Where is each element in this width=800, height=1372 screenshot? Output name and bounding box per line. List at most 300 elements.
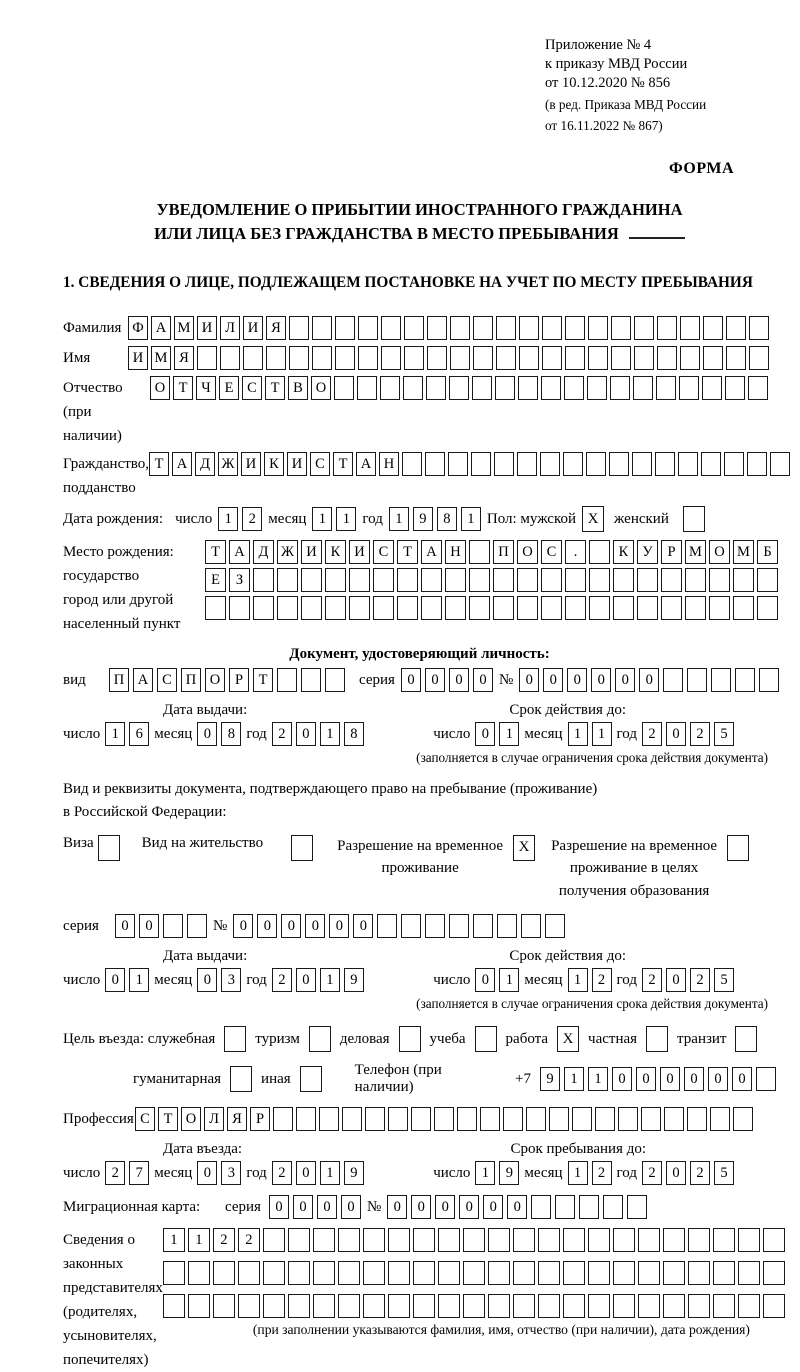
doc-issue-year[interactable] xyxy=(272,722,364,746)
char-box[interactable]: 0 xyxy=(708,1067,728,1091)
char-box[interactable]: Л xyxy=(220,316,240,340)
char-box[interactable]: 1 xyxy=(320,1161,340,1185)
char-box[interactable] xyxy=(738,1294,760,1318)
char-box[interactable] xyxy=(633,376,653,400)
char-box[interactable] xyxy=(613,1228,635,1252)
char-box[interactable] xyxy=(738,1228,760,1252)
char-box[interactable] xyxy=(733,568,754,592)
char-box[interactable] xyxy=(724,452,744,476)
char-box[interactable] xyxy=(421,568,442,592)
char-box[interactable] xyxy=(589,596,610,620)
representatives-row2[interactable] xyxy=(163,1261,785,1285)
char-box[interactable] xyxy=(273,1107,293,1131)
char-box[interactable] xyxy=(661,568,682,592)
patronymic-input[interactable] xyxy=(150,376,768,400)
char-box[interactable] xyxy=(709,596,730,620)
char-box[interactable] xyxy=(363,1228,385,1252)
checkbox-other-purpose[interactable] xyxy=(300,1066,322,1092)
char-box[interactable] xyxy=(463,1228,485,1252)
char-box[interactable] xyxy=(349,596,370,620)
char-box[interactable] xyxy=(243,346,263,370)
char-box[interactable] xyxy=(738,1261,760,1285)
char-box[interactable] xyxy=(519,316,539,340)
char-box[interactable]: Е xyxy=(205,568,226,592)
char-box[interactable] xyxy=(657,316,677,340)
char-box[interactable]: 0 xyxy=(459,1195,479,1219)
checkbox-tourism[interactable] xyxy=(309,1026,331,1052)
char-box[interactable]: 1 xyxy=(389,507,409,531)
checkbox-edu-permit[interactable] xyxy=(727,835,749,861)
char-box[interactable]: О xyxy=(181,1107,201,1131)
char-box[interactable] xyxy=(763,1228,785,1252)
char-box[interactable] xyxy=(661,596,682,620)
char-box[interactable]: 5 xyxy=(714,968,734,992)
char-box[interactable] xyxy=(463,1294,485,1318)
char-box[interactable] xyxy=(358,316,378,340)
char-box[interactable] xyxy=(313,1228,335,1252)
char-box[interactable]: А xyxy=(421,540,442,564)
char-box[interactable] xyxy=(634,346,654,370)
char-box[interactable] xyxy=(749,346,769,370)
char-box[interactable] xyxy=(220,346,240,370)
char-box[interactable]: 9 xyxy=(344,1161,364,1185)
char-box[interactable] xyxy=(469,596,490,620)
char-box[interactable] xyxy=(289,316,309,340)
checkbox-work[interactable]: X xyxy=(557,1026,579,1052)
char-box[interactable]: Т xyxy=(205,540,226,564)
char-box[interactable] xyxy=(473,316,493,340)
char-box[interactable] xyxy=(638,1228,660,1252)
char-box[interactable]: 0 xyxy=(387,1195,407,1219)
birth-place-row3[interactable] xyxy=(205,596,778,620)
char-box[interactable] xyxy=(288,1228,310,1252)
char-box[interactable] xyxy=(325,668,345,692)
char-box[interactable] xyxy=(589,568,610,592)
char-box[interactable] xyxy=(748,376,768,400)
char-box[interactable]: Ф xyxy=(128,316,148,340)
char-box[interactable] xyxy=(664,1107,684,1131)
char-box[interactable] xyxy=(373,568,394,592)
char-box[interactable]: 0 xyxy=(475,722,495,746)
char-box[interactable]: И xyxy=(128,346,148,370)
char-box[interactable] xyxy=(288,1294,310,1318)
char-box[interactable]: 1 xyxy=(129,968,149,992)
char-box[interactable] xyxy=(663,1228,685,1252)
char-box[interactable] xyxy=(381,316,401,340)
char-box[interactable] xyxy=(187,914,207,938)
char-box[interactable]: С xyxy=(242,376,262,400)
char-box[interactable]: 0 xyxy=(197,1161,217,1185)
char-box[interactable]: И xyxy=(349,540,370,564)
char-box[interactable]: 1 xyxy=(592,722,612,746)
char-box[interactable]: Л xyxy=(204,1107,224,1131)
char-box[interactable] xyxy=(488,1228,510,1252)
char-box[interactable]: 0 xyxy=(425,668,445,692)
char-box[interactable] xyxy=(357,376,377,400)
char-box[interactable] xyxy=(313,1261,335,1285)
char-box[interactable]: 0 xyxy=(115,914,135,938)
resident-valid-day[interactable] xyxy=(475,968,519,992)
char-box[interactable] xyxy=(563,452,583,476)
char-box[interactable]: 0 xyxy=(197,722,217,746)
char-box[interactable]: Н xyxy=(445,540,466,564)
char-box[interactable]: 0 xyxy=(293,1195,313,1219)
char-box[interactable] xyxy=(519,346,539,370)
char-box[interactable] xyxy=(632,452,652,476)
char-box[interactable]: 9 xyxy=(540,1067,560,1091)
doc-type-input[interactable] xyxy=(109,668,345,692)
char-box[interactable] xyxy=(325,568,346,592)
char-box[interactable] xyxy=(518,376,538,400)
char-box[interactable] xyxy=(358,346,378,370)
doc-valid-month[interactable] xyxy=(568,722,612,746)
char-box[interactable]: Р xyxy=(661,540,682,564)
char-box[interactable] xyxy=(438,1294,460,1318)
checkbox-study[interactable] xyxy=(475,1026,497,1052)
char-box[interactable] xyxy=(679,376,699,400)
char-box[interactable] xyxy=(563,1294,585,1318)
checkbox-residence-permit[interactable] xyxy=(291,835,313,861)
char-box[interactable] xyxy=(213,1294,235,1318)
char-box[interactable] xyxy=(763,1261,785,1285)
char-box[interactable] xyxy=(365,1107,385,1131)
char-box[interactable]: Т xyxy=(158,1107,178,1131)
char-box[interactable]: О xyxy=(205,668,225,692)
char-box[interactable]: 8 xyxy=(221,722,241,746)
char-box[interactable]: А xyxy=(172,452,192,476)
char-box[interactable] xyxy=(403,376,423,400)
char-box[interactable] xyxy=(757,596,778,620)
char-box[interactable] xyxy=(266,346,286,370)
char-box[interactable]: 1 xyxy=(188,1228,210,1252)
char-box[interactable] xyxy=(301,568,322,592)
char-box[interactable] xyxy=(312,346,332,370)
entry-month[interactable] xyxy=(197,1161,241,1185)
char-box[interactable]: С xyxy=(373,540,394,564)
char-box[interactable]: К xyxy=(325,540,346,564)
resident-issue-month[interactable] xyxy=(197,968,241,992)
char-box[interactable] xyxy=(572,1107,592,1131)
char-box[interactable] xyxy=(713,1294,735,1318)
char-box[interactable] xyxy=(413,1228,435,1252)
char-box[interactable] xyxy=(538,1261,560,1285)
char-box[interactable]: 0 xyxy=(567,668,587,692)
char-box[interactable] xyxy=(565,596,586,620)
char-box[interactable] xyxy=(494,452,514,476)
char-box[interactable] xyxy=(663,1294,685,1318)
char-box[interactable] xyxy=(531,1195,551,1219)
char-box[interactable] xyxy=(517,452,537,476)
char-box[interactable] xyxy=(687,668,707,692)
citizenship-input[interactable] xyxy=(149,452,790,476)
char-box[interactable] xyxy=(238,1261,260,1285)
char-box[interactable]: 2 xyxy=(105,1161,125,1185)
char-box[interactable]: П xyxy=(109,668,129,692)
char-box[interactable]: М xyxy=(733,540,754,564)
char-box[interactable] xyxy=(188,1261,210,1285)
char-box[interactable] xyxy=(688,1228,710,1252)
char-box[interactable] xyxy=(517,568,538,592)
char-box[interactable] xyxy=(655,452,675,476)
char-box[interactable]: З xyxy=(229,568,250,592)
char-box[interactable]: 0 xyxy=(435,1195,455,1219)
char-box[interactable] xyxy=(253,568,274,592)
char-box[interactable] xyxy=(349,568,370,592)
char-box[interactable] xyxy=(445,596,466,620)
char-box[interactable] xyxy=(312,316,332,340)
char-box[interactable] xyxy=(542,316,562,340)
char-box[interactable] xyxy=(397,568,418,592)
char-box[interactable]: И xyxy=(243,316,263,340)
char-box[interactable] xyxy=(289,346,309,370)
char-box[interactable] xyxy=(555,1195,575,1219)
char-box[interactable]: Ж xyxy=(218,452,238,476)
char-box[interactable] xyxy=(588,1261,610,1285)
name-input[interactable] xyxy=(128,346,769,370)
surname-input[interactable] xyxy=(128,316,769,340)
char-box[interactable]: 0 xyxy=(197,968,217,992)
char-box[interactable]: С xyxy=(135,1107,155,1131)
char-box[interactable]: 3 xyxy=(221,968,241,992)
char-box[interactable] xyxy=(288,1261,310,1285)
char-box[interactable] xyxy=(377,914,397,938)
char-box[interactable] xyxy=(263,1228,285,1252)
doc-valid-day[interactable] xyxy=(475,722,519,746)
stay-month[interactable] xyxy=(568,1161,612,1185)
char-box[interactable] xyxy=(687,1107,707,1131)
char-box[interactable] xyxy=(229,596,250,620)
char-box[interactable] xyxy=(277,568,298,592)
resident-number-input[interactable] xyxy=(233,914,565,938)
char-box[interactable] xyxy=(747,452,767,476)
char-box[interactable]: О xyxy=(709,540,730,564)
char-box[interactable]: Б xyxy=(757,540,778,564)
char-box[interactable]: Р xyxy=(250,1107,270,1131)
doc-series-input[interactable] xyxy=(401,668,493,692)
char-box[interactable] xyxy=(513,1261,535,1285)
profession-input[interactable] xyxy=(135,1107,753,1131)
char-box[interactable]: 0 xyxy=(269,1195,289,1219)
char-box[interactable]: 0 xyxy=(684,1067,704,1091)
char-box[interactable] xyxy=(480,1107,500,1131)
char-box[interactable] xyxy=(426,376,446,400)
char-box[interactable]: 2 xyxy=(690,1161,710,1185)
representatives-row3[interactable] xyxy=(163,1294,785,1318)
char-box[interactable] xyxy=(402,452,422,476)
char-box[interactable] xyxy=(449,914,469,938)
char-box[interactable] xyxy=(296,1107,316,1131)
char-box[interactable] xyxy=(421,596,442,620)
char-box[interactable]: 2 xyxy=(272,968,292,992)
char-box[interactable] xyxy=(563,1228,585,1252)
char-box[interactable] xyxy=(763,1294,785,1318)
char-box[interactable]: 0 xyxy=(612,1067,632,1091)
char-box[interactable]: 1 xyxy=(499,722,519,746)
char-box[interactable] xyxy=(545,914,565,938)
char-box[interactable] xyxy=(663,1261,685,1285)
char-box[interactable] xyxy=(637,596,658,620)
char-box[interactable]: 9 xyxy=(413,507,433,531)
char-box[interactable]: 7 xyxy=(129,1161,149,1185)
char-box[interactable]: С xyxy=(541,540,562,564)
char-box[interactable] xyxy=(438,1228,460,1252)
char-box[interactable] xyxy=(588,1228,610,1252)
char-box[interactable] xyxy=(397,596,418,620)
char-box[interactable]: 6 xyxy=(129,722,149,746)
char-box[interactable]: А xyxy=(356,452,376,476)
char-box[interactable] xyxy=(613,596,634,620)
char-box[interactable] xyxy=(471,452,491,476)
checkbox-private[interactable] xyxy=(646,1026,668,1052)
char-box[interactable]: Т xyxy=(333,452,353,476)
char-box[interactable]: 1 xyxy=(564,1067,584,1091)
char-box[interactable] xyxy=(735,668,755,692)
char-box[interactable]: М xyxy=(151,346,171,370)
char-box[interactable] xyxy=(425,452,445,476)
char-box[interactable] xyxy=(595,1107,615,1131)
char-box[interactable]: А xyxy=(133,668,153,692)
char-box[interactable]: 9 xyxy=(499,1161,519,1185)
char-box[interactable]: И xyxy=(197,316,217,340)
char-box[interactable] xyxy=(449,376,469,400)
char-box[interactable] xyxy=(188,1294,210,1318)
char-box[interactable] xyxy=(710,1107,730,1131)
char-box[interactable] xyxy=(610,376,630,400)
char-box[interactable] xyxy=(589,540,610,564)
birth-year-input[interactable] xyxy=(389,507,481,531)
checkbox-business-trip[interactable] xyxy=(224,1026,246,1052)
char-box[interactable]: 0 xyxy=(483,1195,503,1219)
char-box[interactable] xyxy=(618,1107,638,1131)
checkbox-transit[interactable] xyxy=(735,1026,757,1052)
char-box[interactable] xyxy=(709,568,730,592)
char-box[interactable] xyxy=(733,1107,753,1131)
char-box[interactable]: 0 xyxy=(666,968,686,992)
char-box[interactable] xyxy=(338,1228,360,1252)
char-box[interactable]: 0 xyxy=(296,1161,316,1185)
char-box[interactable] xyxy=(713,1228,735,1252)
char-box[interactable]: К xyxy=(613,540,634,564)
char-box[interactable] xyxy=(565,316,585,340)
char-box[interactable]: Т xyxy=(397,540,418,564)
char-box[interactable] xyxy=(495,376,515,400)
doc-issue-month[interactable] xyxy=(197,722,241,746)
migration-number-input[interactable] xyxy=(387,1195,647,1219)
char-box[interactable]: О xyxy=(517,540,538,564)
char-box[interactable] xyxy=(611,316,631,340)
char-box[interactable]: 2 xyxy=(592,968,612,992)
char-box[interactable]: Я xyxy=(266,316,286,340)
char-box[interactable] xyxy=(445,568,466,592)
char-box[interactable] xyxy=(726,346,746,370)
char-box[interactable]: Д xyxy=(253,540,274,564)
char-box[interactable]: О xyxy=(150,376,170,400)
char-box[interactable]: 0 xyxy=(281,914,301,938)
char-box[interactable]: 2 xyxy=(690,968,710,992)
char-box[interactable] xyxy=(749,316,769,340)
char-box[interactable]: М xyxy=(174,316,194,340)
char-box[interactable]: 1 xyxy=(461,507,481,531)
char-box[interactable]: Т xyxy=(173,376,193,400)
char-box[interactable] xyxy=(325,596,346,620)
char-box[interactable] xyxy=(263,1294,285,1318)
char-box[interactable] xyxy=(641,1107,661,1131)
char-box[interactable] xyxy=(263,1261,285,1285)
char-box[interactable]: 2 xyxy=(642,968,662,992)
resident-issue-day[interactable] xyxy=(105,968,149,992)
char-box[interactable] xyxy=(473,346,493,370)
char-box[interactable] xyxy=(579,1195,599,1219)
char-box[interactable]: 0 xyxy=(543,668,563,692)
char-box[interactable] xyxy=(588,1294,610,1318)
char-box[interactable] xyxy=(434,1107,454,1131)
char-box[interactable]: 0 xyxy=(591,668,611,692)
char-box[interactable]: 1 xyxy=(105,722,125,746)
char-box[interactable] xyxy=(726,316,746,340)
char-box[interactable]: 0 xyxy=(666,1161,686,1185)
char-box[interactable]: 2 xyxy=(272,1161,292,1185)
char-box[interactable]: 0 xyxy=(317,1195,337,1219)
char-box[interactable] xyxy=(213,1261,235,1285)
stay-year[interactable] xyxy=(642,1161,734,1185)
checkbox-visa[interactable] xyxy=(98,835,120,861)
char-box[interactable]: 5 xyxy=(714,722,734,746)
entry-day[interactable] xyxy=(105,1161,149,1185)
char-box[interactable] xyxy=(427,316,447,340)
char-box[interactable]: 3 xyxy=(221,1161,241,1185)
representatives-row1[interactable] xyxy=(163,1228,785,1252)
char-box[interactable] xyxy=(388,1261,410,1285)
char-box[interactable]: 0 xyxy=(401,668,421,692)
resident-valid-year[interactable] xyxy=(642,968,734,992)
char-box[interactable] xyxy=(401,914,421,938)
char-box[interactable] xyxy=(373,596,394,620)
char-box[interactable] xyxy=(588,316,608,340)
char-box[interactable] xyxy=(313,1294,335,1318)
char-box[interactable]: У xyxy=(637,540,658,564)
char-box[interactable]: 0 xyxy=(341,1195,361,1219)
birth-place-row1[interactable] xyxy=(205,540,778,564)
char-box[interactable]: 0 xyxy=(296,968,316,992)
char-box[interactable]: Я xyxy=(227,1107,247,1131)
char-box[interactable] xyxy=(319,1107,339,1131)
char-box[interactable] xyxy=(404,346,424,370)
resident-series-input[interactable] xyxy=(115,914,207,938)
char-box[interactable]: 0 xyxy=(411,1195,431,1219)
char-box[interactable]: С xyxy=(310,452,330,476)
char-box[interactable]: 2 xyxy=(213,1228,235,1252)
char-box[interactable]: 1 xyxy=(475,1161,495,1185)
char-box[interactable]: 1 xyxy=(568,968,588,992)
char-box[interactable] xyxy=(197,346,217,370)
char-box[interactable]: Ч xyxy=(196,376,216,400)
char-box[interactable] xyxy=(541,568,562,592)
char-box[interactable]: 2 xyxy=(642,1161,662,1185)
char-box[interactable] xyxy=(701,452,721,476)
char-box[interactable] xyxy=(513,1294,535,1318)
resident-issue-year[interactable] xyxy=(272,968,364,992)
char-box[interactable]: П xyxy=(493,540,514,564)
char-box[interactable] xyxy=(497,914,517,938)
char-box[interactable] xyxy=(496,346,516,370)
char-box[interactable]: П xyxy=(181,668,201,692)
char-box[interactable]: 1 xyxy=(320,722,340,746)
char-box[interactable]: К xyxy=(264,452,284,476)
char-box[interactable] xyxy=(496,316,516,340)
char-box[interactable]: 5 xyxy=(714,1161,734,1185)
char-box[interactable] xyxy=(438,1261,460,1285)
char-box[interactable]: 0 xyxy=(257,914,277,938)
